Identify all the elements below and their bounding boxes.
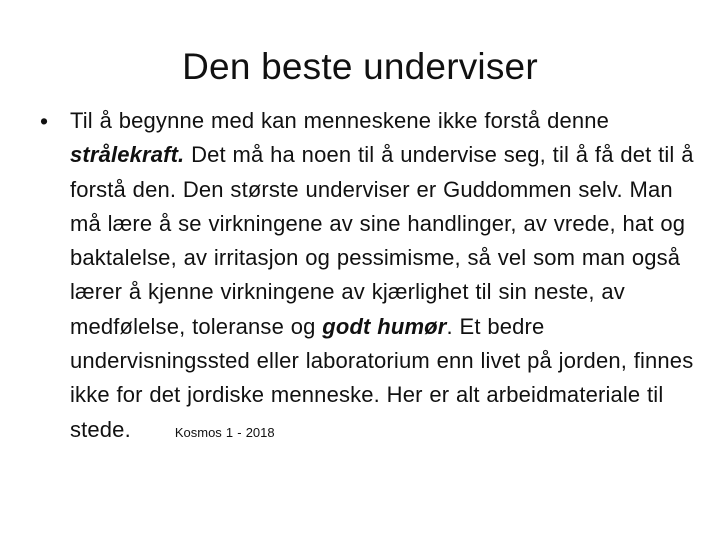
paragraph-text-1: Til å begynne med kan menneskene ikke forstå denne — [70, 108, 610, 133]
emphasis-godt-humor: godt humør — [322, 313, 447, 339]
slide-title: Den beste underviser — [182, 46, 538, 87]
paragraph-text-2: Det må ha noen til å undervise seg, til å få det til å forstå den. Den største underviser er Guddommen selv. Man må lære å se virkningene av sine handlinger, av vrede, hat og baktalelse, av irritasjon og pessimisme, så vel som man også lærer å kjenne virkningene av kjærlighet til sin neste, av medfølelse, toleranse og — [70, 142, 694, 339]
emphasis-stralekraft: strålekraft. — [70, 142, 185, 168]
bullet-marker: • — [40, 108, 49, 134]
source-citation: Kosmos 1 - 2018 — [174, 424, 275, 440]
bullet-item — [40, 104, 700, 450]
bullet-paragraph — [70, 104, 700, 450]
paragraph-text-3: . Et bedre undervisningssted eller laboratorium enn livet på jorden, finnes ikke for det jordiske menneske. Her er alt arbeidmateriale til stede. — [70, 313, 694, 442]
